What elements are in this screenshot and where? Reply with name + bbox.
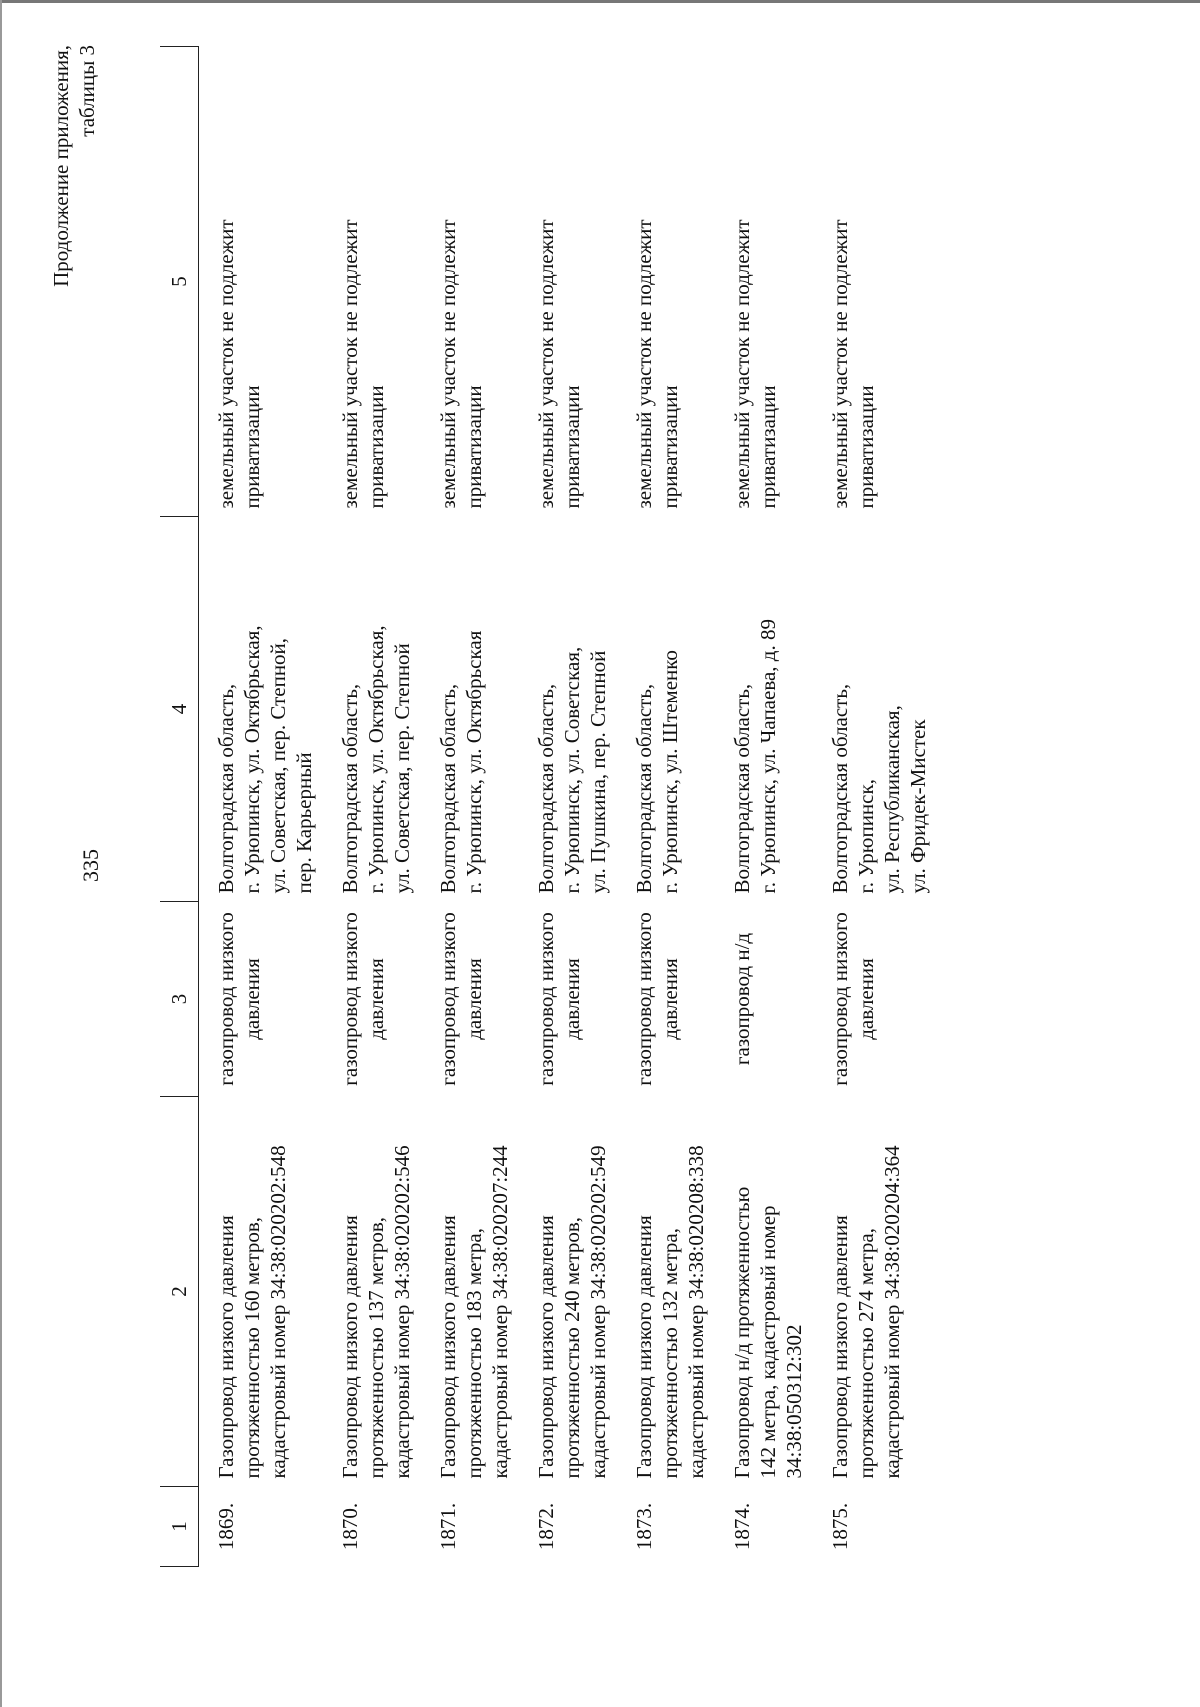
land-status — [715, 47, 813, 517]
table-row — [519, 47, 617, 1567]
type-line: давления — [240, 958, 264, 1040]
status-line: приватизации — [240, 385, 264, 509]
status-line: земельный участок не подлежит — [632, 219, 656, 509]
address-line: Волгоградская область, — [730, 683, 754, 894]
table-row — [323, 47, 421, 1567]
land-status — [421, 47, 519, 517]
type-line: газопровод низкого — [828, 912, 852, 1086]
address-line: Волгоградская область, — [436, 683, 460, 894]
address-line: Волгоградская область, — [534, 683, 558, 894]
land-status — [323, 47, 421, 517]
table-row — [421, 47, 519, 1567]
address-line: г. Урюпинск, ул. Октябрьская — [462, 630, 486, 894]
object-address — [617, 517, 715, 902]
row-number: 1873. — [632, 1502, 656, 1551]
object-type — [617, 902, 715, 1097]
object-line: Газопровод низкого давления — [828, 1215, 852, 1479]
object-address — [421, 517, 519, 902]
status-line: земельный участок не подлежит — [338, 219, 362, 509]
address-line: Волгоградская область, — [632, 683, 656, 894]
continuation-line-1: Продолжение приложения, — [49, 45, 73, 287]
land-status — [519, 47, 617, 517]
address-line: пер. Карьерный — [292, 752, 316, 894]
object-line: Газопровод низкого давления — [632, 1215, 656, 1479]
continuation-line-2: таблицы 3 — [75, 45, 99, 137]
object-line: протяженностью 274 метра, — [854, 1228, 878, 1479]
object-line: Газопровод низкого давления — [436, 1215, 460, 1479]
type-line: давления — [364, 958, 388, 1040]
object-type — [813, 902, 937, 1097]
registry-table — [160, 46, 937, 1567]
type-line: газопровод низкого — [436, 912, 460, 1086]
object-description — [715, 1097, 813, 1487]
object-address — [323, 517, 421, 902]
object-line: протяженностью 132 метра, — [658, 1228, 682, 1479]
status-line: земельный участок не подлежит — [730, 219, 754, 509]
row-number: 1875. — [828, 1502, 852, 1551]
type-line: газопровод низкого — [534, 912, 558, 1086]
address-line: Волгоградская область, — [338, 683, 362, 894]
address-line: Волгоградская область, — [214, 683, 238, 894]
object-type — [199, 902, 324, 1097]
address-line: Волгоградская область, — [828, 683, 852, 894]
object-line: протяженностью 160 метров, — [240, 1216, 264, 1479]
status-line: приватизации — [560, 385, 584, 509]
object-line: Газопровод низкого давления — [338, 1215, 362, 1479]
object-type — [323, 902, 421, 1097]
type-line: давления — [560, 958, 584, 1040]
type-line: давления — [854, 958, 878, 1040]
object-line: кадастровый номер 34:38:020202:548 — [266, 1145, 290, 1479]
row-number: 1872. — [534, 1502, 558, 1551]
status-line: земельный участок не подлежит — [534, 219, 558, 509]
land-status — [617, 47, 715, 517]
status-line: приватизации — [854, 385, 878, 509]
status-line: земельный участок не подлежит — [828, 219, 852, 509]
object-address — [519, 517, 617, 902]
object-line: протяженностью 240 метров, — [560, 1216, 584, 1479]
page-number: 335 — [78, 849, 103, 882]
address-line: г. Урюпинск, ул. Штеменко — [658, 650, 682, 894]
type-line: газопровод низкого — [214, 912, 238, 1086]
status-line: приватизации — [462, 385, 486, 509]
object-description — [519, 1097, 617, 1487]
table-header-row — [160, 47, 199, 1567]
column-header-4: 4 — [160, 517, 199, 902]
type-line: газопровод низкого — [632, 912, 656, 1086]
address-line: г. Урюпинск, ул. Советская, — [560, 646, 584, 894]
table-row — [813, 47, 937, 1567]
object-line: кадастровый номер 34:38:020202:549 — [586, 1145, 610, 1479]
object-line: кадастровый номер 34:38:020208:338 — [684, 1145, 708, 1479]
type-line: газопровод низкого — [338, 912, 362, 1086]
status-line: земельный участок не подлежит — [214, 219, 238, 509]
address-line: ул. Пушкина, пер. Степной — [586, 650, 610, 894]
column-header-3: 3 — [160, 902, 199, 1097]
object-description — [323, 1097, 421, 1487]
address-line: г. Урюпинск, ул. Октябрьская, — [364, 625, 388, 894]
object-address — [715, 517, 813, 902]
address-line: г. Урюпинск, ул. Чапаева, д. 89 — [756, 619, 780, 894]
object-line: протяженностью 183 метра, — [462, 1228, 486, 1479]
object-line: Газопровод низкого давления — [214, 1215, 238, 1479]
column-header-5: 5 — [160, 47, 199, 517]
row-number: 1869. — [214, 1502, 238, 1551]
land-status — [199, 47, 324, 517]
status-line: земельный участок не подлежит — [436, 219, 460, 509]
object-line: кадастровый номер 34:38:020202:546 — [390, 1145, 414, 1479]
object-type — [421, 902, 519, 1097]
object-type — [519, 902, 617, 1097]
address-line: г. Урюпинск, ул. Октябрьская, — [240, 625, 264, 894]
address-line: ул. Республиканская, — [880, 705, 904, 894]
type-line: газопровод н/д — [730, 932, 754, 1066]
row-number: 1874. — [730, 1502, 754, 1551]
status-line: приватизации — [756, 385, 780, 509]
land-status — [813, 47, 937, 517]
object-description — [813, 1097, 937, 1487]
object-line: кадастровый номер 34:38:020204:364 — [880, 1145, 904, 1479]
table-row — [715, 47, 813, 1567]
status-line: приватизации — [658, 385, 682, 509]
object-type — [715, 902, 813, 1097]
row-number: 1870. — [338, 1502, 362, 1551]
object-line: протяженностью 137 метров, — [364, 1216, 388, 1479]
column-header-1: 1 — [160, 1487, 199, 1567]
object-line: 34:38:050312:302 — [782, 1324, 806, 1479]
object-line: Газопровод н/д протяженностью — [730, 1186, 754, 1479]
address-line: ул. Советская, пер. Степной, — [266, 637, 290, 894]
object-address — [813, 517, 937, 902]
type-line: давления — [658, 958, 682, 1040]
status-line: приватизации — [364, 385, 388, 509]
object-description — [421, 1097, 519, 1487]
continuation-note — [48, 45, 100, 287]
object-line: Газопровод низкого давления — [534, 1215, 558, 1479]
object-line: 142 метра, кадастровый номер — [756, 1205, 780, 1479]
table-row — [199, 47, 324, 1567]
object-description — [199, 1097, 324, 1487]
object-address — [199, 517, 324, 902]
table-row — [617, 47, 715, 1567]
address-line: ул. Фридек-Мистек — [906, 719, 930, 894]
object-line: кадастровый номер 34:38:020207:244 — [488, 1145, 512, 1479]
object-description — [617, 1097, 715, 1487]
column-header-2: 2 — [160, 1097, 199, 1487]
address-line: ул. Советская, пер. Степной — [390, 643, 414, 894]
type-line: давления — [462, 958, 486, 1040]
row-number: 1871. — [436, 1502, 460, 1551]
address-line: г. Урюпинск, — [854, 779, 878, 894]
